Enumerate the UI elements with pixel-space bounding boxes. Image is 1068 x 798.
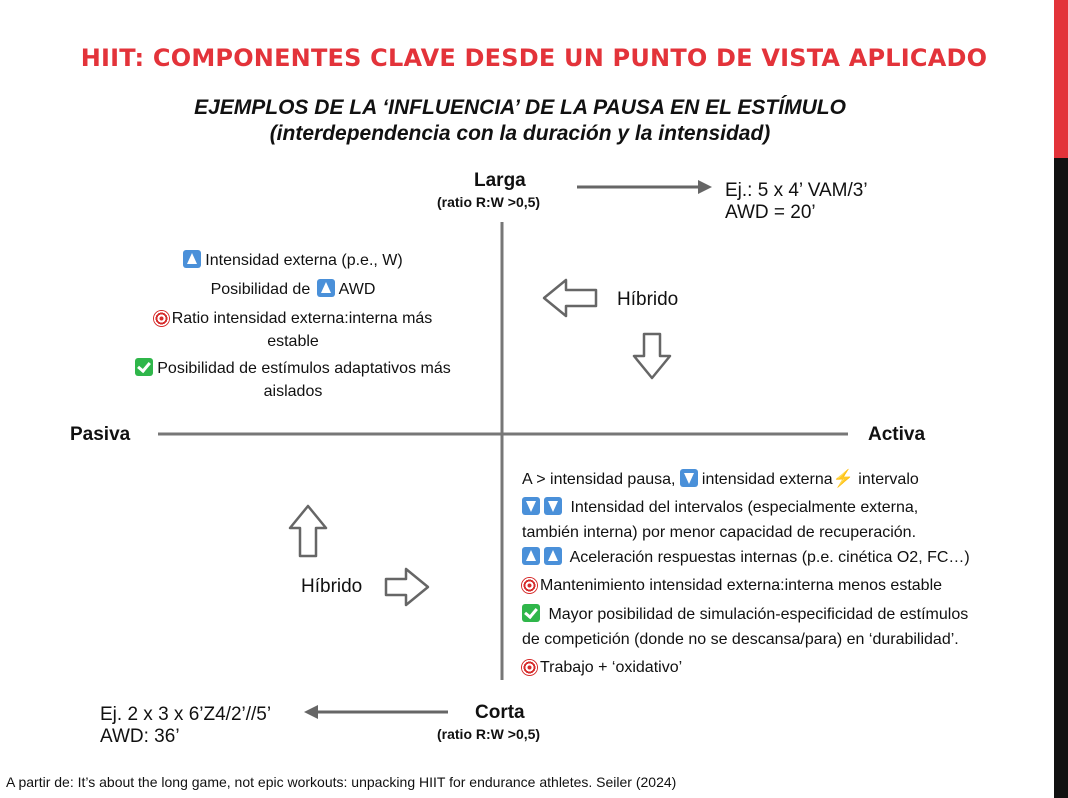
down-arrow-icon: [680, 469, 698, 487]
tl-line1: Intensidad externa (p.e., W): [128, 249, 458, 272]
example-top-line2: AWD = 20’: [725, 202, 816, 223]
br-line8: Trabajo + ‘oxidativo’: [522, 656, 1042, 679]
axis-bottom-ratio: (ratio R:W >0,5): [437, 726, 541, 742]
br-line2: Intensidad del intervalos (especialmente externa,: [522, 496, 1042, 519]
tl-line2: Posibilidad de AWD: [210, 281, 376, 298]
br-line1: A > intensidad pausa, intensidad externa⚡ intervalo: [522, 469, 919, 488]
up-arrow-icon: [544, 547, 562, 565]
arrowhead-left: [304, 705, 318, 719]
arrowhead-right: [698, 180, 712, 194]
check-icon: [135, 358, 153, 376]
subtitle-line1: EJEMPLOS DE LA ‘INFLUENCIA’ DE LA PAUSA EN EL ESTÍMULO: [194, 96, 846, 119]
axis-top-label: Larga: [474, 170, 526, 191]
subtitle-line2: (interdependencia con la duración y la intensidad): [269, 122, 771, 145]
br-line7: de competición (donde no se descansa/para) en ‘durabilidad’.: [522, 631, 959, 648]
slide-title: HIIT: COMPONENTES CLAVE DESDE UN PUNTO DE VISTA APLICADO: [80, 44, 988, 72]
hybrid-label-top: Híbrido: [617, 289, 679, 310]
target-icon: [522, 578, 537, 593]
example-top: [725, 180, 868, 224]
check-icon: [522, 604, 540, 622]
br-line4: Aceleración respuestas internas (p.e. cinética O2, FC…): [522, 546, 1042, 569]
axis-right-label: Activa: [868, 424, 926, 445]
example-bottom: [100, 704, 271, 748]
target-icon: [154, 311, 169, 326]
hollow-right-arrow-icon: [386, 569, 428, 605]
br-line6: Mayor posibilidad de simulación-especificidad de estímulos: [522, 603, 1042, 626]
source-footer: A partir de: It’s about the long game, not epic workouts: unpacking HIIT for endurance athletes. Seiler (2024): [6, 774, 677, 790]
lightning-icon: ⚡: [832, 469, 854, 488]
up-arrow-icon: [183, 250, 201, 268]
tl-line3: Ratio intensidad externa:interna más estable: [128, 307, 458, 353]
axis-top-ratio: (ratio R:W >0,5): [437, 194, 541, 210]
axis-left-label: Pasiva: [70, 424, 131, 445]
hollow-left-arrow-icon: [544, 280, 596, 316]
down-arrow-icon: [544, 497, 562, 515]
example-bottom-line1: Ej. 2 x 3 x 6’Z4/2’//5’: [100, 704, 272, 725]
example-bottom-line2: AWD: 36’: [100, 726, 180, 747]
hybrid-label-bottom: Híbrido: [301, 576, 363, 597]
axis-bottom-label: Corta: [475, 702, 525, 723]
tl-line4: Posibilidad de estímulos adaptativos más aislados: [128, 357, 458, 403]
example-top-line1: Ej.: 5 x 4’ VAM/3’: [725, 180, 868, 201]
hollow-up-arrow-icon: [290, 506, 326, 556]
target-icon: [522, 660, 537, 675]
hollow-down-arrow-icon: [634, 334, 670, 378]
up-arrow-icon: [317, 279, 335, 297]
down-arrow-icon: [522, 497, 540, 515]
br-line3: también interna) por menor capacidad de recuperación.: [522, 524, 917, 541]
top-left-quadrant-text: [128, 249, 458, 405]
br-line5: Mantenimiento intensidad externa:interna menos estable: [522, 574, 1042, 597]
up-arrow-icon: [522, 547, 540, 565]
bottom-right-quadrant-text: [522, 467, 1042, 681]
